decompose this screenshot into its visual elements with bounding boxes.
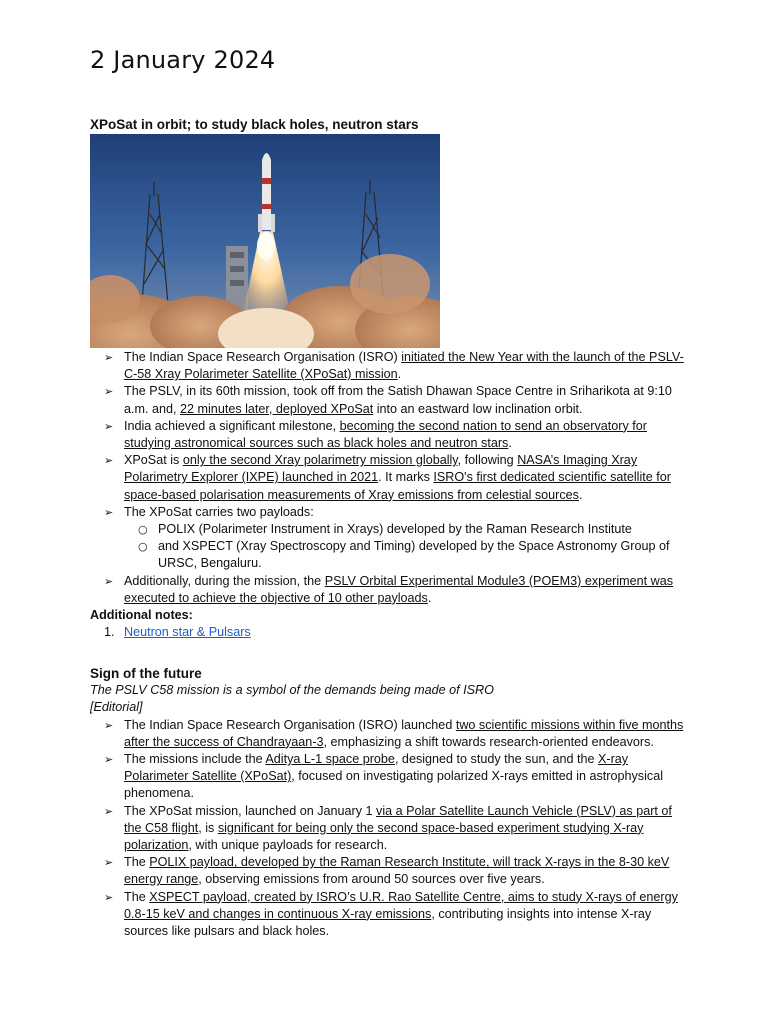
arrow-bullet-list (90, 717, 690, 941)
underlined-text: becoming the second nation to send an observatory for studying astronomical sources such as black holes and neutron stars (124, 418, 647, 451)
underlined-text: via a Polar Satellite Launch Vehicle (PSLV) as part of the C58 flight (124, 803, 672, 835)
list-item (90, 349, 690, 383)
text-run: The Indian Space Research Organisation (ISRO) launched (124, 717, 456, 732)
text-run: The XPoSat mission, launched on January 1 (124, 803, 377, 818)
text-run: into an eastward low inclination orbit. (373, 401, 583, 416)
article-title: XPoSat in orbit; to study black holes, neutron stars (90, 117, 419, 132)
editorial-tag: [Editorial] (90, 700, 143, 715)
note-item (90, 624, 690, 641)
page-date: 2 January 2024 (90, 46, 276, 74)
payload-list (90, 521, 690, 573)
additional-notes-label: Additional notes: (90, 608, 193, 623)
rocket-launch-photo (90, 134, 440, 348)
text-run: , focused on investigating polarized X-rays emitted in astrophysical phenomena. (124, 769, 664, 801)
article-body (90, 349, 690, 641)
underlined-text: X-ray Polarimeter Satellite (XPoSat) (124, 752, 629, 784)
list-item (90, 889, 690, 941)
list-item (90, 717, 690, 751)
text-run: , observing emissions from around 50 sources over five years. (198, 872, 545, 887)
section-subtitle: The PSLV C58 mission is a symbol of the demands being made of ISRO (90, 683, 494, 698)
notes-list (90, 624, 690, 641)
text-run: . (578, 487, 583, 502)
list-item (90, 751, 690, 803)
list-item (90, 383, 690, 417)
list-item (90, 573, 690, 607)
text-run: The (124, 889, 150, 904)
payload-item: ○ POLIX (Polarimeter Instrument in Xrays) developed by the Raman Research Institute (124, 521, 690, 538)
note-number: 1. (104, 625, 115, 640)
text-run: The Indian Space Research Organisation (ISRO) (124, 350, 402, 364)
editorial-section (90, 665, 690, 940)
text-run: XPoSat is (124, 453, 183, 468)
text-run: . It marks (378, 470, 434, 485)
neutron-star-link[interactable]: Neutron star & Pulsars (124, 625, 251, 640)
list-item (90, 504, 690, 521)
text-run: . (427, 590, 432, 605)
payload-intro: The XPoSat carries two payloads: (124, 504, 314, 519)
text-run: , contributing insights into intense X-ray sources like pulsars and black holes. (124, 906, 652, 939)
text-run: The PSLV, in its 60th mission, took off from the Satish Dhawan Space Centre in Sriharikota at 9:10 a.m. and, (124, 384, 672, 416)
underlined-text: 22 minutes later, deployed XPoSat (180, 401, 374, 416)
payload-item: ○ and XSPECT (Xray Spectroscopy and Timing) developed by the Space Astronomy Group of URSC, Bengaluru. (124, 538, 690, 572)
underlined-text: initiated the New Year with the launch of the PSLV-C-58 Xray Polarimeter Satellite (XPoSat) mission (124, 350, 684, 382)
underlined-text: POLIX payload, developed by the Raman Research Institute, will track X-rays in the 8-30 keV energy range (124, 855, 670, 887)
section-title: Sign of the future (90, 666, 202, 681)
text-run: , emphasizing a shift towards research-oriented endeavors. (323, 734, 654, 749)
text-run: , following (457, 453, 518, 468)
arrow-bullet-list (90, 573, 690, 607)
underlined-text: significant for being only the second space-based experiment studying X-ray polarization (124, 820, 644, 853)
text-run: , with unique payloads for research. (188, 838, 388, 853)
arrow-bullet-list (90, 349, 690, 521)
underlined-text: XSPECT payload, created by ISRO’s U.R. Rao Satellite Centre, aims to study X-rays of energy 0.8-15 keV and changes in continuous X-ray emissions (124, 889, 678, 921)
list-item (90, 803, 690, 855)
list-item (90, 418, 690, 452)
text-run: The missions include the (124, 752, 266, 767)
text-run: Additionally, during the mission, the (124, 573, 325, 588)
underlined-text: NASA’s Imaging Xray Polarimetry Explorer (IXPE) launched in 2021 (124, 453, 638, 485)
underlined-text: only the second Xray polarimetry mission globally (182, 453, 458, 468)
text-run: The (124, 855, 150, 870)
text-run: . (508, 436, 512, 451)
text-run: , is (198, 820, 218, 835)
text-run: , designed to study the sun, and the (394, 752, 598, 767)
underlined-text: two scientific missions within five months after the success of Chandrayaan-3 (124, 717, 684, 749)
text-run: . (397, 367, 402, 382)
text-run: India achieved a significant milestone, (124, 418, 340, 433)
list-item (90, 854, 690, 888)
underlined-text: PSLV Orbital Experimental Module3 (POEM3) experiment was executed to achieve the objective of 10 other payloads (124, 573, 674, 605)
list-item (90, 452, 690, 504)
underlined-text: ISRO's first dedicated scientific satellite for space-based polarisation measurements of Xray emissions from celestial sources (124, 470, 671, 502)
underlined-text: Aditya L-1 space probe (265, 752, 395, 767)
